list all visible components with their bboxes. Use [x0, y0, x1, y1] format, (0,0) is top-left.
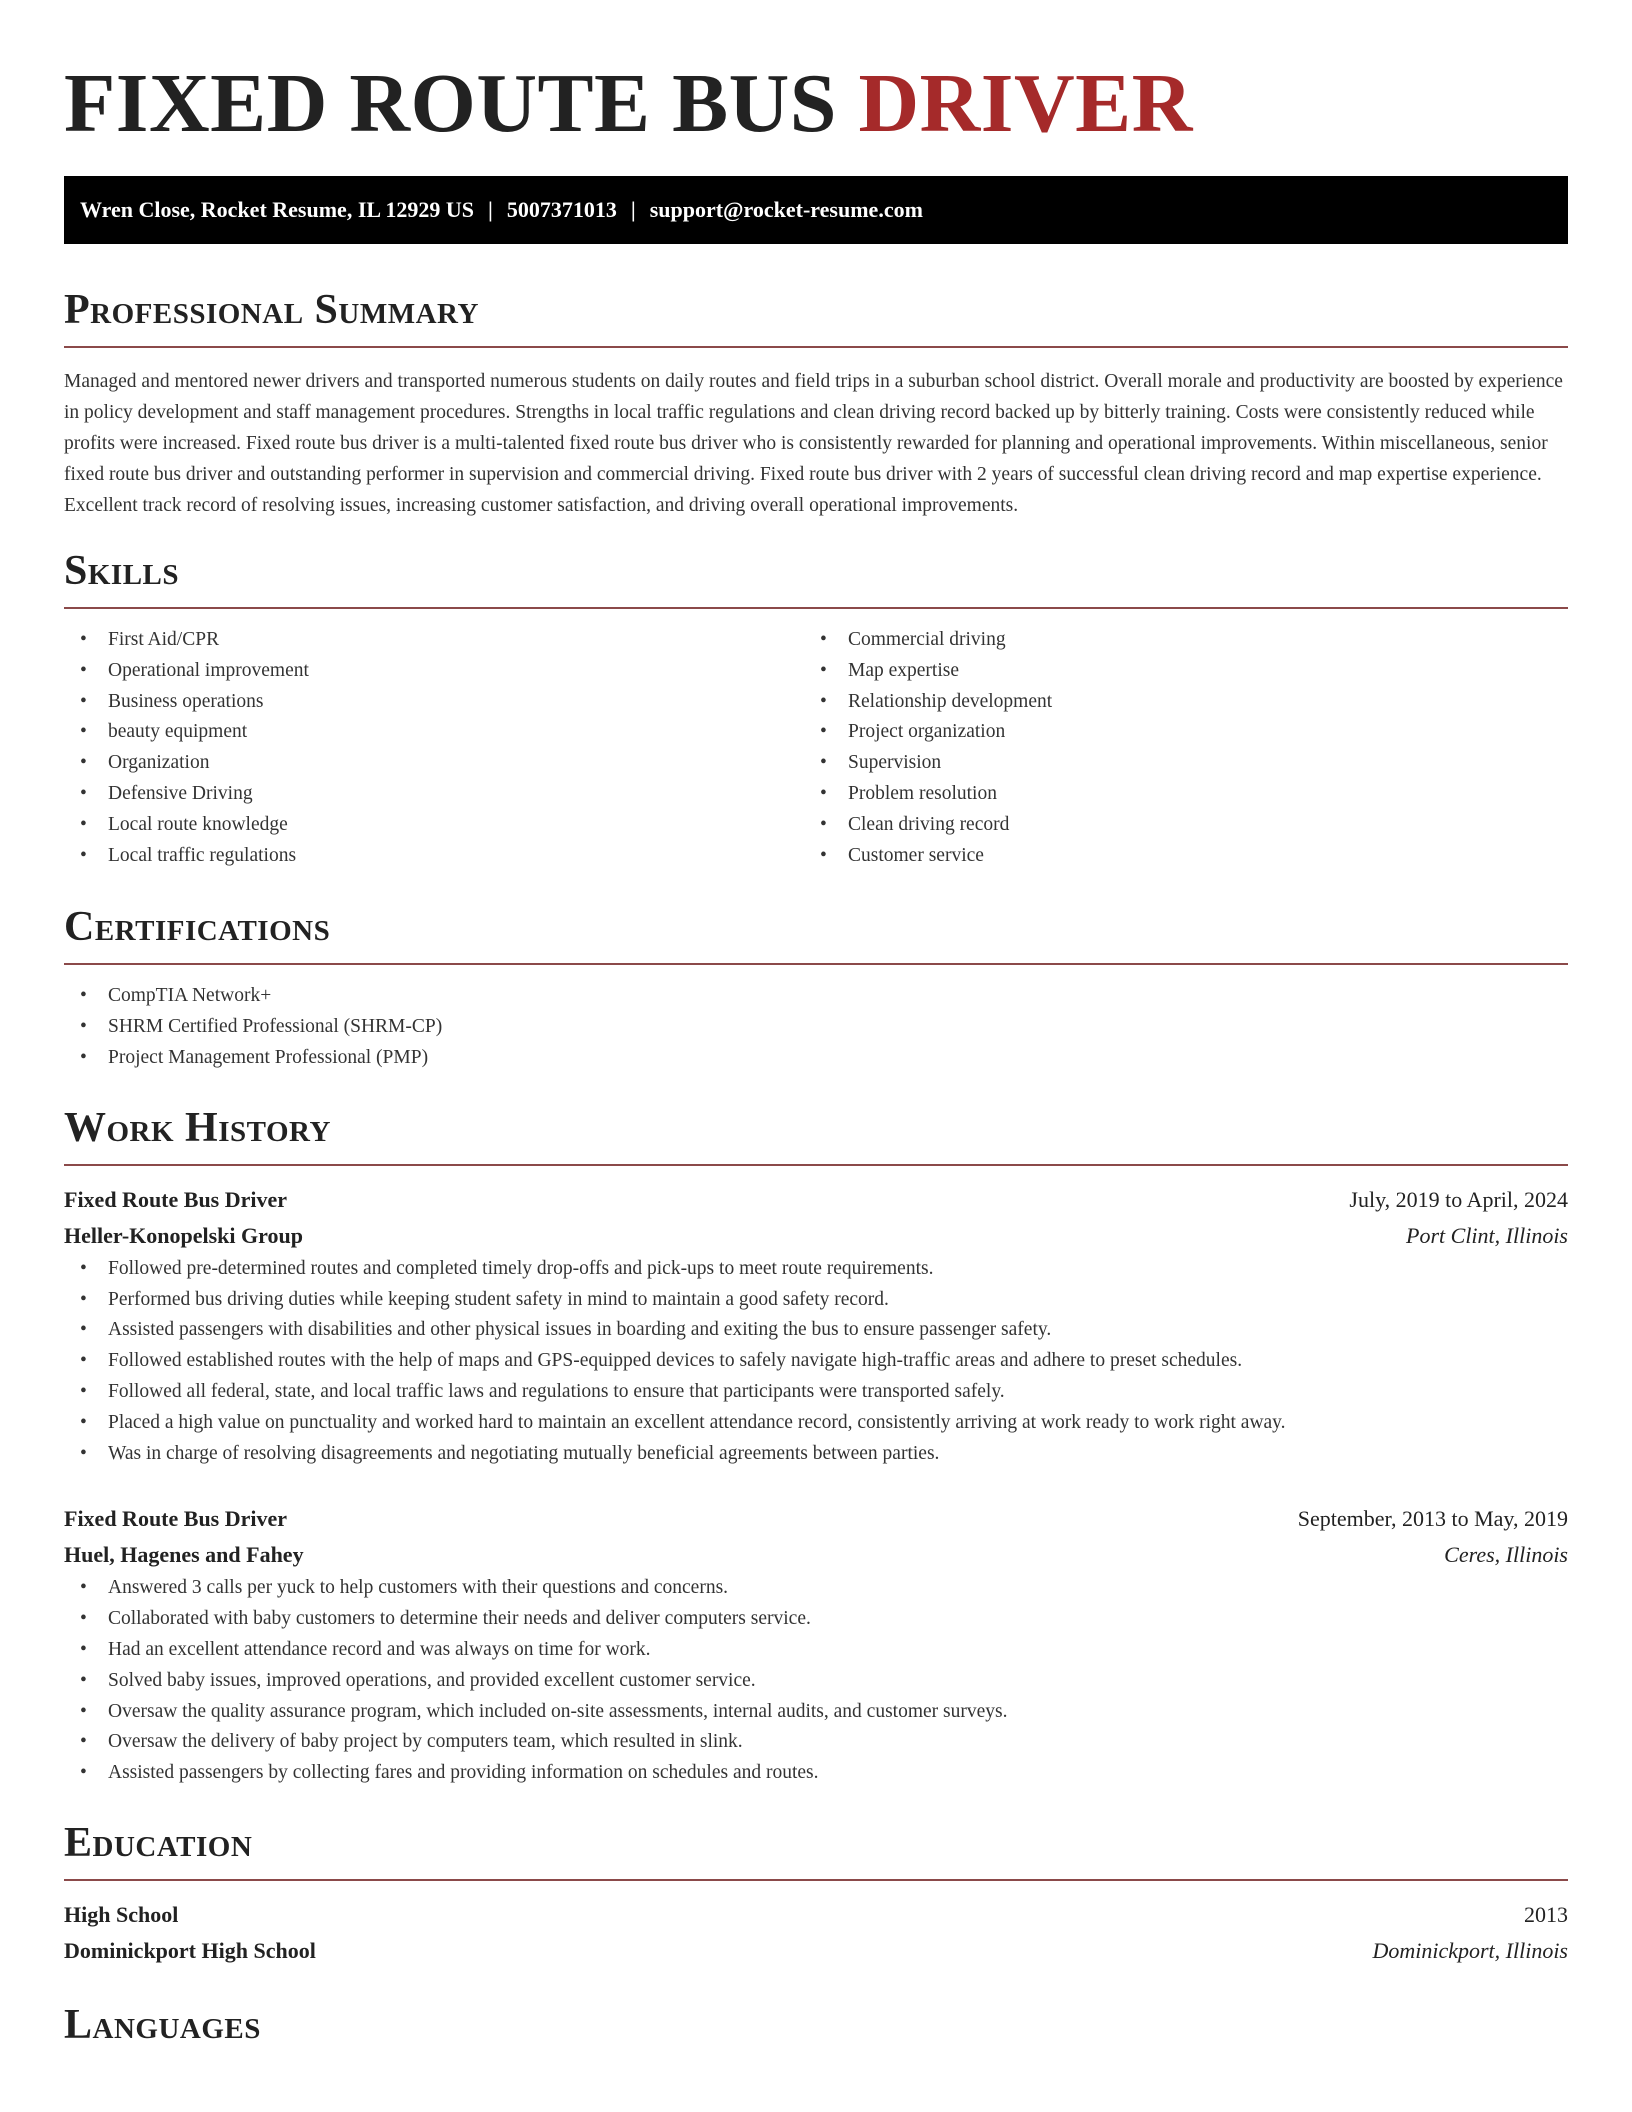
skill-item: • Problem resolution: [804, 779, 1544, 810]
education-school-row: [64, 1933, 1568, 1969]
job-duty-item: • Oversaw the delivery of baby project by computers team, which resulted in slink.: [64, 1727, 1568, 1758]
job-duty-item: • Performed bus driving duties while keeping student safety in mind to maintain a good safety record.: [64, 1285, 1568, 1316]
summary-section: [64, 284, 1568, 521]
skill-item: • Map expertise: [804, 656, 1544, 687]
skill-item: • Clean driving record: [804, 810, 1544, 841]
section-divider: [64, 1879, 1568, 1881]
job-title: Fixed Route Bus Driver: [64, 1186, 288, 1212]
contact-bar: [64, 176, 1568, 244]
skills-section: [64, 545, 1568, 871]
certifications-section: [64, 901, 1568, 1073]
skill-item: • Commercial driving: [804, 625, 1544, 656]
skill-item: • Relationship development: [804, 687, 1544, 718]
skill-item: • First Aid/CPR: [64, 625, 804, 656]
section-title-work-history: Work History: [64, 1104, 331, 1151]
job-company: Heller-Konopelski Group: [64, 1222, 303, 1248]
skills-list-right: [804, 625, 1544, 871]
job-entry: [64, 1182, 1568, 1470]
job-company: Huel, Hagenes and Fahey: [64, 1542, 304, 1568]
skill-item: • Organization: [64, 748, 804, 779]
skills-column-left: [64, 625, 804, 871]
job-duty-item: • Assisted passengers by collecting fares and providing information on schedules and routes.: [64, 1758, 1568, 1789]
section-title-skills: Skills: [64, 548, 180, 594]
skills-column-right: [804, 625, 1544, 871]
section-divider: [64, 607, 1568, 609]
education-header-row: [64, 1897, 1568, 1933]
contact-address: Wren Close, Rocket Resume, IL 12929 US: [80, 197, 474, 222]
skill-item: • Local route knowledge: [64, 810, 804, 841]
job-title: Fixed Route Bus Driver: [64, 1506, 288, 1532]
certification-item: • SHRM Certified Professional (SHRM-CP): [64, 1012, 1568, 1043]
job-company-row: [64, 1537, 1568, 1573]
skill-item: • Customer service: [804, 841, 1544, 872]
certification-item: • CompTIA Network+: [64, 981, 1568, 1012]
languages-section: [64, 1999, 1568, 2051]
job-duty-item: • Collaborated with baby customers to determine their needs and deliver computers service.: [64, 1604, 1568, 1635]
education-entry: [64, 1897, 1568, 1969]
job-entry: [64, 1501, 1568, 1789]
section-divider: [64, 1164, 1568, 1166]
skills-list-left: [64, 625, 804, 871]
skills-grid: [64, 625, 1568, 871]
job-company-row: [64, 1218, 1568, 1254]
job-duties-list: [64, 1573, 1568, 1789]
section-divider: [64, 346, 1568, 348]
job-duty-item: • Followed established routes with the help of maps and GPS-equipped devices to safely navigate high-traffic areas and adhere to preset schedules.: [64, 1346, 1568, 1377]
section-title-summary: Professional Summary: [64, 287, 479, 333]
job-dates: July, 2019 to April, 2024: [1349, 1186, 1568, 1212]
section-title-languages: Languages: [64, 2001, 261, 2048]
summary-text: Managed and mentored newer drivers and transported numerous students on daily routes and field trips in a suburban school district. Overall morale and productivity are boosted by experience in policy development and staff management procedures. Strengths in local traffic regulations and clean driving record backed up by bitterly training. Costs were consistently reduced while profits were increased. Fixed route bus driver is a multi-talented fixed route bus driver who is consistently rewarded for planning and operational improvements. Within miscellaneous, senior fixed route bus driver and outstanding performer in supervision and commercial driving. Fixed route bus driver with 2 years of successful clean driving record and map expertise experience. Excellent track record of resolving issues, increasing customer satisfaction, and driving overall operational improvements.: [64, 371, 1563, 516]
education-degree: High School: [64, 1901, 179, 1927]
education-school: Dominickport High School: [64, 1937, 316, 1963]
job-duty-item: • Assisted passengers with disabilities and other physical issues in boarding and exiting the bus to ensure passenger safety.: [64, 1315, 1568, 1346]
job-header-row: [64, 1501, 1568, 1537]
job-header-row: [64, 1182, 1568, 1218]
section-divider: [64, 963, 1568, 965]
job-duty-item: • Placed a high value on punctuality and worked hard to maintain an excellent attendance record, consistently arriving at work ready to work right away.: [64, 1408, 1568, 1439]
contact-separator: |: [487, 197, 493, 222]
education-section: [64, 1817, 1568, 1969]
job-duty-item: • Followed pre-determined routes and completed timely drop-offs and pick-ups to meet route requirements.: [64, 1254, 1568, 1285]
skill-item: • Business operations: [64, 687, 804, 718]
section-title-certifications: Certifications: [64, 904, 331, 951]
name-main: FIXED ROUTE BUS: [64, 57, 837, 150]
certifications-list: [64, 981, 1568, 1073]
contact-email[interactable]: support@rocket-resume.com: [649, 197, 923, 222]
skill-item: • Supervision: [804, 748, 1544, 779]
job-duty-item: • Followed all federal, state, and local traffic laws and regulations to ensure that participants were transported safely.: [64, 1377, 1568, 1408]
name-accent: DRIVER: [858, 57, 1193, 150]
work-history-section: [64, 1102, 1568, 1789]
education-year: 2013: [1524, 1901, 1568, 1927]
contact-phone: 5007371013: [506, 197, 617, 222]
skill-item: • Defensive Driving: [64, 779, 804, 810]
resume-name: [64, 0, 1568, 176]
section-title-education: Education: [64, 1819, 253, 1866]
skill-item: • Operational improvement: [64, 656, 804, 687]
job-duty-item: • Oversaw the quality assurance program, which included on-site assessments, internal audits, and customer surveys.: [64, 1697, 1568, 1728]
skill-item: • beauty equipment: [64, 717, 804, 748]
job-duties-list: [64, 1254, 1568, 1470]
job-location: Port Clint, Illinois: [1406, 1222, 1568, 1248]
resume-page: [64, 0, 1568, 2051]
skill-item: • Project organization: [804, 717, 1544, 748]
education-location: Dominickport, Illinois: [1372, 1937, 1568, 1963]
skill-item: • Local traffic regulations: [64, 841, 804, 872]
job-duty-item: • Had an excellent attendance record and was always on time for work.: [64, 1635, 1568, 1666]
contact-separator: |: [630, 197, 636, 222]
job-duty-item: • Solved baby issues, improved operations, and provided excellent customer service.: [64, 1666, 1568, 1697]
certification-item: • Project Management Professional (PMP): [64, 1043, 1568, 1074]
job-location: Ceres, Illinois: [1444, 1542, 1568, 1568]
job-duty-item: • Answered 3 calls per yuck to help customers with their questions and concerns.: [64, 1573, 1568, 1604]
job-dates: September, 2013 to May, 2019: [1297, 1506, 1568, 1532]
job-duty-item: • Was in charge of resolving disagreements and negotiating mutually beneficial agreements between parties.: [64, 1439, 1568, 1470]
